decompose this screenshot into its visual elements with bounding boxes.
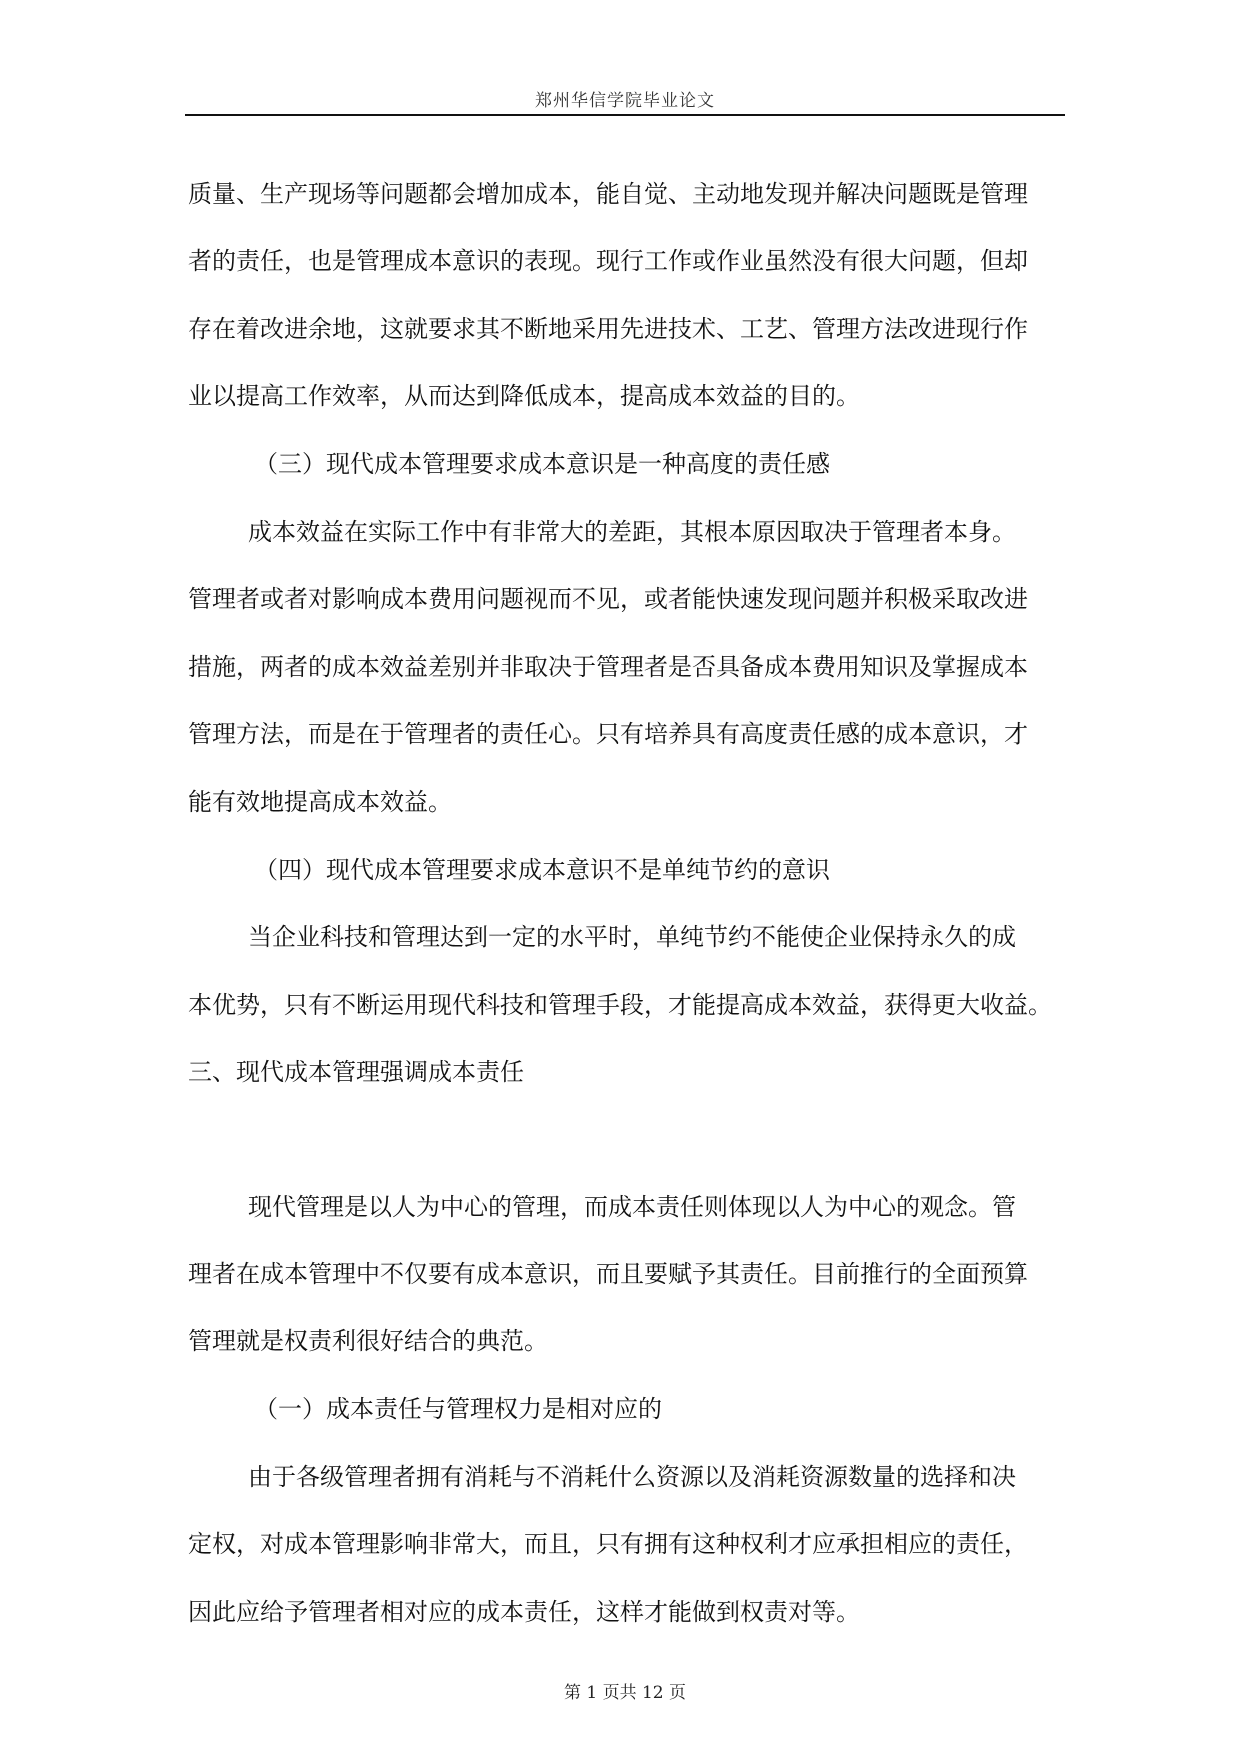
section-heading: （一）成本责任与管理权力是相对应的 [254,1395,662,1423]
section-heading: （三）现代成本管理要求成本意识是一种高度的责任感 [254,450,830,478]
body-line: 由于各级管理者拥有消耗与不消耗什么资源以及消耗资源数量的选择和决 [248,1463,1016,1491]
body-line: 因此应给予管理者相对应的成本责任，这样才能做到权责对等。 [188,1598,860,1626]
body-line: 定权，对成本管理影响非常大，而且，只有拥有这种权利才应承担相应的责任， [188,1530,1028,1558]
header-divider [185,114,1065,116]
body-line: 能有效地提高成本效益。 [188,788,452,816]
body-line: 本优势，只有不断运用现代科技和管理手段，才能提高成本效益，获得更大收益。 [188,991,1052,1019]
chapter-heading: 三、现代成本管理强调成本责任 [188,1058,524,1086]
body-line: 者的责任，也是管理成本意识的表现。现行工作或作业虽然没有很大问题，但却 [188,247,1028,275]
body-line: 措施，两者的成本效益差别并非取决于管理者是否具备成本费用知识及掌握成本 [188,653,1028,681]
section-heading: （四）现代成本管理要求成本意识不是单纯节约的意识 [254,856,830,884]
body-line: 管理就是权责利很好结合的典范。 [188,1327,548,1355]
body-line: 存在着改进余地，这就要求其不断地采用先进技术、工艺、管理方法改进现行作 [188,315,1028,343]
body-line: 质量、生产现场等问题都会增加成本，能自觉、主动地发现并解决问题既是管理 [188,180,1028,208]
body-line: 业以提高工作效率，从而达到降低成本，提高成本效益的目的。 [188,382,860,410]
body-line: 管理方法，而是在于管理者的责任心。只有培养具有高度责任感的成本意识，才 [188,720,1028,748]
body-line: 理者在成本管理中不仅要有成本意识，而且要赋予其责任。目前推行的全面预算 [188,1260,1028,1288]
body-line: 当企业科技和管理达到一定的水平时，单纯节约不能使企业保持永久的成 [248,923,1016,951]
body-line: 管理者或者对影响成本费用问题视而不见，或者能快速发现问题并积极采取改进 [188,585,1028,613]
body-line: 现代管理是以人为中心的管理，而成本责任则体现以人为中心的观念。管 [248,1193,1016,1221]
running-header: 郑州华信学院毕业论文 [535,91,715,111]
page-number: 第 1 页共 12 页 [563,1683,687,1703]
body-line: 成本效益在实际工作中有非常大的差距，其根本原因取决于管理者本身。 [248,518,1016,546]
